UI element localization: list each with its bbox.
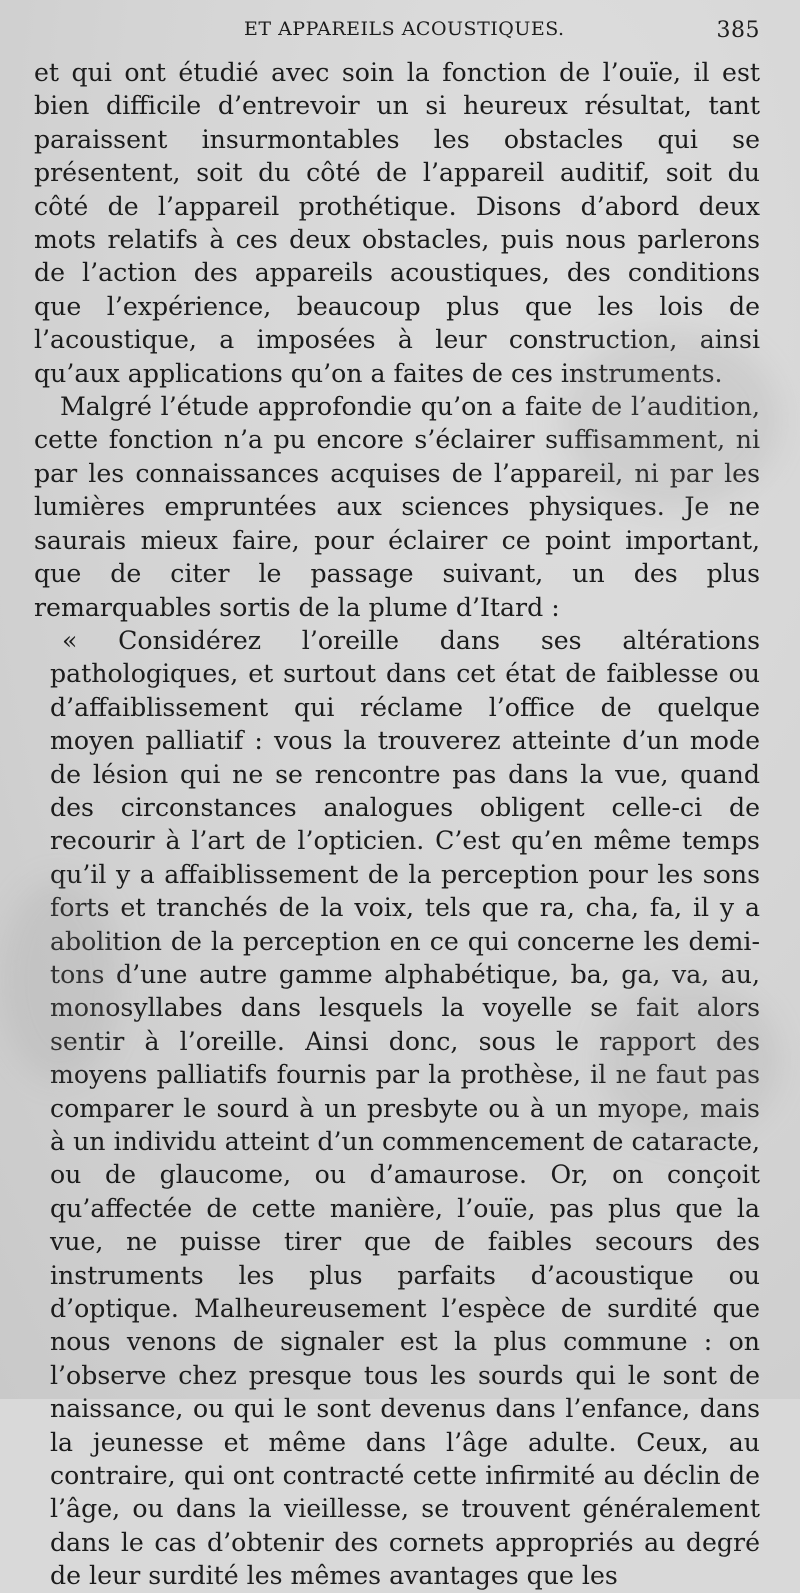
quotation-paragraph: « Considérez l’oreille dans ses altérations pathologiques, et surtout dans cet état de faiblesse ou d’affaiblissement qui réclame l’office de quelque moyen palliatif : vous la trouverez atteinte d’un mode de lésion qui ne se rencontre pas dans la vue, quand des circonstances analogues obligent celle-ci de recourir à l’art de l’opticien. C’est qu’en même temps qu’il y a affaiblissement de la perception pour les sons forts et tranchés de la voix, tels que ra, cha, fa, il y a abolition de la perception en ce qui concerne les demi-tons d’une autre gamme alphabétique, ba, ga, va, au, monosyllabes dans lesquels la voyelle se fait alors sentir à l’oreille. Ainsi donc, sous le rapport des moyens palliatifs fournis par la prothèse, il ne faut pas comparer le sourd à un presbyte ou à un myope, mais à un individu atteint d’un commencement de cataracte, ou de glaucome, ou d’amaurose. Or, on conçoit qu’affectée de cette manière, l’ouïe, pas plus que la vue, ne puisse tirer que de faibles secours des instruments les plus parfaits d’acoustique ou d’optique. Malheureusement l’espèce de surdité que nous venons de signaler est la plus commune : on l’observe chez presque tous les sourds qui le sont de naissance, ou qui le sont devenus dans l’enfance, dans la jeunesse et même dans l’âge adulte. Ceux, au contraire, qui ont contracté cette infirmité au déclin de l’âge, ou dans la vieillesse, se trouvent généralement dans le cas d’obtenir des cornets appropriés au degré de leur surdité les mêmes avantages que les [50, 625, 760, 1591]
paragraph: Malgré l’étude approfondie qu’on a faite de l’audition, cette fonction n’a pu encore s’éclairer suffisamment, ni par les connaissances acquises de l’appareil, ni par les lumières empruntées aux sciences physiques. Je ne saurais mieux faire, pour éclairer ce point important, que de citer le passage suivant, un des plus remarquables sortis de la plume d’Itard : [34, 392, 760, 622]
page-stain [600, 980, 780, 1140]
running-head [34, 16, 760, 56]
paragraph: et qui ont étudié avec soin la fonction de l’ouïe, il est bien difficile d’entrevoir un si heureux résultat, tant paraissent insurmontables les obstacles qui se présentent, soit du côté de l’appareil auditif, soit du côté de l’appareil prothétique. Disons d’abord deux mots relatifs à ces deux obstacles, puis nous parlerons de l’action des appareils acoustiques, des conditions que l’expérience, beaucoup plus que les lois de l’acoustique, a imposées à leur construction, ainsi qu’aux applications qu’on a faites de ces instruments. [34, 58, 760, 388]
body-text [34, 56, 760, 1593]
page-stain [560, 330, 780, 510]
page-stain [0, 880, 120, 1080]
page-number: 385 [716, 18, 760, 43]
running-title: ET APPAREILS ACOUSTIQUES. [244, 18, 565, 40]
